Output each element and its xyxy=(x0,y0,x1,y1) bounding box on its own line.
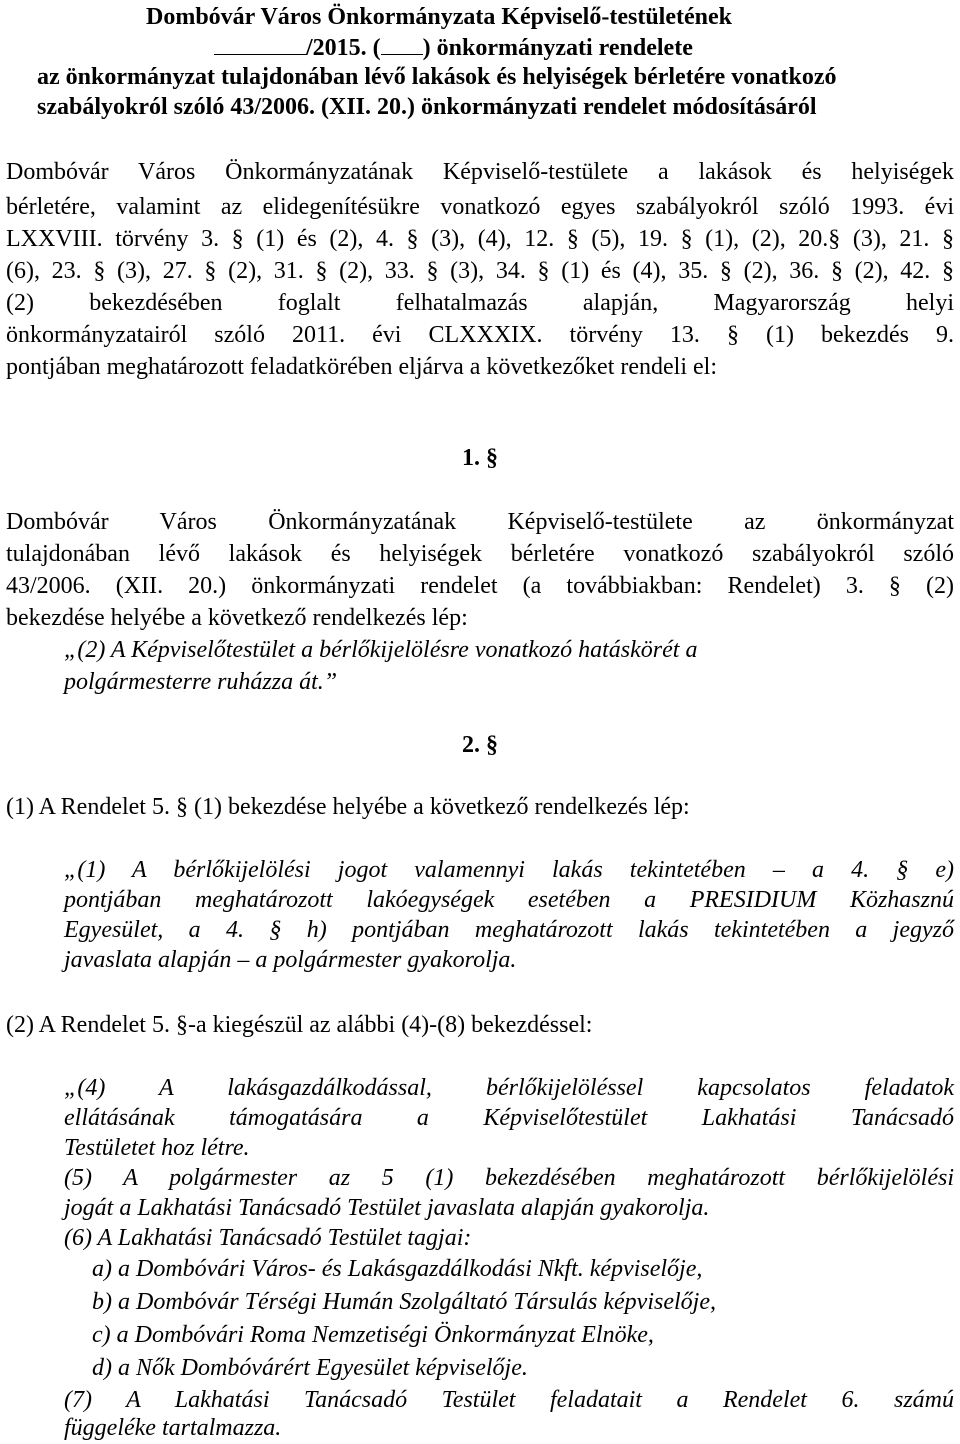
section-2-quote-1-line: Egyesület, a 4. § h) pontjában meghatározott lakás tekintetében a jegyző xyxy=(64,917,954,943)
section-1-line: bekezdése helyébe a következő rendelkezés lép: xyxy=(6,605,468,631)
preamble-line: (6), 23. § (3), 27. § (2), 31. § (2), 33. § (3), 34. § (1) és (4), 35. § (2), 36. § (2), 42. § xyxy=(6,258,954,284)
section-2-quote-2-line: (5) A polgármester az 5 (1) bekezdésében meghatározott bérlőkijelölési xyxy=(64,1165,954,1191)
section-2-quote-3-line: függeléke tartalmazza. xyxy=(64,1415,282,1441)
title-line-2 xyxy=(214,32,693,63)
section-1-heading: 1. § xyxy=(462,445,498,471)
section-2-paragraph-1: (1) A Rendelet 5. § (1) bekezdése helyébe a következő rendelkezés lép: xyxy=(6,794,690,820)
section-2-quote-2-line: (6) A Lakhatási Tanácsadó Testület tagjai: xyxy=(64,1225,472,1251)
title-line-2-part-1: /2015. ( xyxy=(306,35,381,61)
section-2-quote-2-line: Testületet hoz létre. xyxy=(64,1135,250,1161)
section-1-line: 43/2006. (XII. 20.) önkormányzati rendelet (a továbbiakban: Rendelet) 3. § (2) xyxy=(6,573,954,599)
preamble-line: önkormányzatairól szóló 2011. évi CLXXXIX. törvény 13. § (1) bekezdés 9. xyxy=(6,322,954,348)
date-blank xyxy=(381,32,423,55)
section-2-paragraph-2: (2) A Rendelet 5. §-a kiegészül az alábbi (4)-(8) bekezdéssel: xyxy=(6,1012,593,1038)
section-2-quote-2-line: „(4) A lakásgazdálkodással, bérlőkijelöléssel kapcsolatos feladatok xyxy=(64,1075,954,1101)
number-blank xyxy=(214,32,306,55)
section-2-quote-1-line: javaslata alapján – a polgármester gyakorolja. xyxy=(64,947,517,973)
preamble-line: bérletére, valamint az elidegenítésükre vonatkozó egyes szabályokról szóló 1993. évi xyxy=(6,194,954,220)
preamble-line: Dombóvár Város Önkormányzatának Képviselő-testülete a lakások és helyiségek xyxy=(6,159,954,185)
member-list-item: b) a Dombóvár Térségi Humán Szolgáltató Társulás képviselője, xyxy=(92,1289,716,1315)
section-2-quote-2-line: jogát a Lakhatási Tanácsadó Testület javaslata alapján gyakorolja. xyxy=(64,1195,710,1221)
title-line-1: Dombóvár Város Önkormányzata Képviselő-testületének xyxy=(146,4,732,30)
title-line-2-part-2: ) önkormányzati rendelete xyxy=(422,35,693,61)
section-2-quote-1-line: pontjában meghatározott lakóegységek esetében a PRESIDIUM Közhasznú xyxy=(64,887,954,913)
title-line-3: az önkormányzat tulajdonában lévő lakások és helyiségek bérletére vonatkozó xyxy=(37,64,837,90)
preamble-line: LXXVIII. törvény 3. § (1) és (2), 4. § (3), (4), 12. § (5), 19. § (1), (2), 20.§ (3), 21. § xyxy=(6,226,954,252)
section-1-quote-line: „(2) A Képviselőtestület a bérlőkijelölésre vonatkozó hatáskörét a xyxy=(64,637,698,663)
member-list-item: c) a Dombóvári Roma Nemzetiségi Önkormányzat Elnöke, xyxy=(92,1322,654,1348)
section-2-quote-3-line: (7) A Lakhatási Tanácsadó Testület feladatait a Rendelet 6. számú xyxy=(64,1387,954,1413)
member-list-item: d) a Nők Dombóvárért Egyesület képviselője. xyxy=(92,1355,528,1381)
preamble-line: (2) bekezdésében foglalt felhatalmazás alapján, Magyarország helyi xyxy=(6,290,954,316)
section-1-quote-line: polgármesterre ruházza át.” xyxy=(64,669,338,695)
section-1-line: tulajdonában lévő lakások és helyiségek bérletére vonatkozó szabályokról szóló xyxy=(6,541,954,567)
section-2-quote-2-line: ellátásának támogatására a Képviselőtestület Lakhatási Tanácsadó xyxy=(64,1105,954,1131)
member-list-item: a) a Dombóvári Város- és Lakásgazdálkodási Nkft. képviselője, xyxy=(92,1256,703,1282)
section-1-line: Dombóvár Város Önkormányzatának Képviselő-testülete az önkormányzat xyxy=(6,509,954,535)
section-2-quote-1-line: „(1) A bérlőkijelölési jogot valamennyi lakás tekintetében – a 4. § e) xyxy=(64,857,954,883)
preamble-line: pontjában meghatározott feladatkörében eljárva a következőket rendeli el: xyxy=(6,354,717,380)
section-2-heading: 2. § xyxy=(462,732,498,758)
title-line-4: szabályokról szóló 43/2006. (XII. 20.) önkormányzati rendelet módosításáról xyxy=(37,94,817,120)
